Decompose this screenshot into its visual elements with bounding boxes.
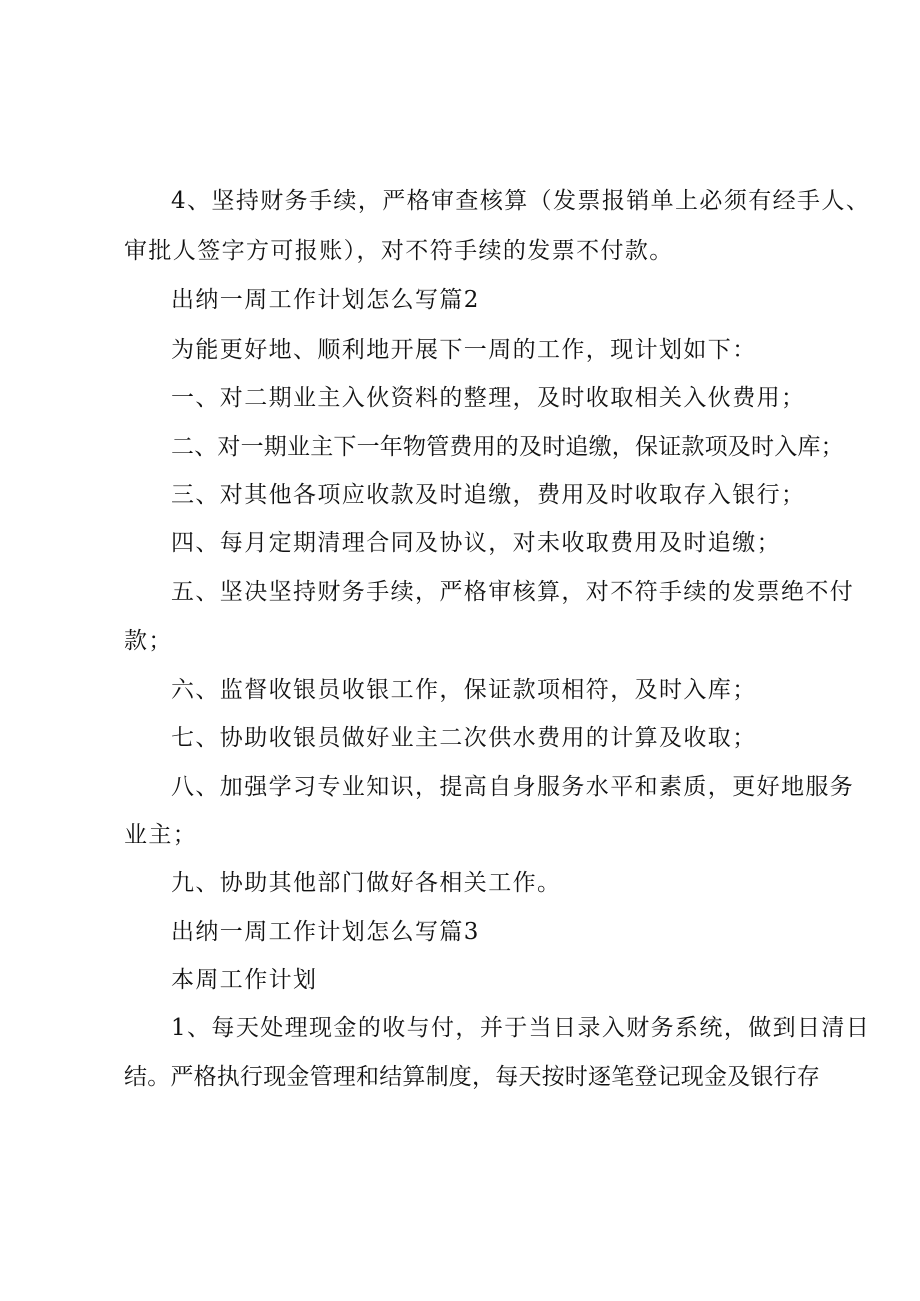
list-item-7: 七、协助收银员做好业主二次供水费用的计算及收取；	[171, 725, 757, 751]
plan-paragraph-line-1: 1、每天处理现金的收与付，并于当日录入财务系统，做到日清日	[171, 1015, 871, 1041]
subheading-weekly-plan: 本周工作计划	[171, 967, 318, 993]
intro-paragraph: 为能更好地、顺利地开展下一周的工作，现计划如下：	[171, 337, 757, 363]
section-heading-3: 出纳一周工作计划怎么写篇3	[171, 919, 480, 945]
list-item-2: 二、对一期业主下一年物管费用的及时追缴，保证款项及时入库；	[171, 434, 844, 460]
list-item-4: 四、每月定期清理合同及协议，对未收取费用及时追缴；	[171, 530, 781, 556]
paragraph-4-line-1: 4、坚持财务手续，严格审查核算（发票报销单上必须有经手人、	[171, 188, 871, 214]
list-item-5-line-2: 款；	[124, 628, 173, 654]
list-item-8-line-2: 业主；	[124, 822, 198, 848]
list-item-1: 一、对二期业主入伙资料的整理，及时收取相关入伙费用；	[171, 385, 806, 411]
list-item-6: 六、监督收银员收银工作，保证款项相符，及时入库；	[171, 677, 757, 703]
plan-paragraph-line-2: 结。严格执行现金管理和结算制度，每天按时逐笔登记现金及银行存	[124, 1064, 820, 1090]
list-item-3: 三、对其他各项应收款及时追缴，费用及时收取存入银行；	[171, 482, 806, 508]
section-heading-2: 出纳一周工作计划怎么写篇2	[171, 287, 480, 313]
list-item-8-line-1: 八、加强学习专业知识，提高自身服务水平和素质，更好地服务	[171, 774, 855, 800]
list-item-9: 九、协助其他部门做好各相关工作。	[171, 870, 562, 896]
list-item-5-line-1: 五、坚决坚持财务手续，严格审核算，对不符手续的发票绝不付	[171, 579, 855, 605]
paragraph-4-line-2: 审批人签字方可报账），对不符手续的发票不付款。	[124, 238, 674, 264]
